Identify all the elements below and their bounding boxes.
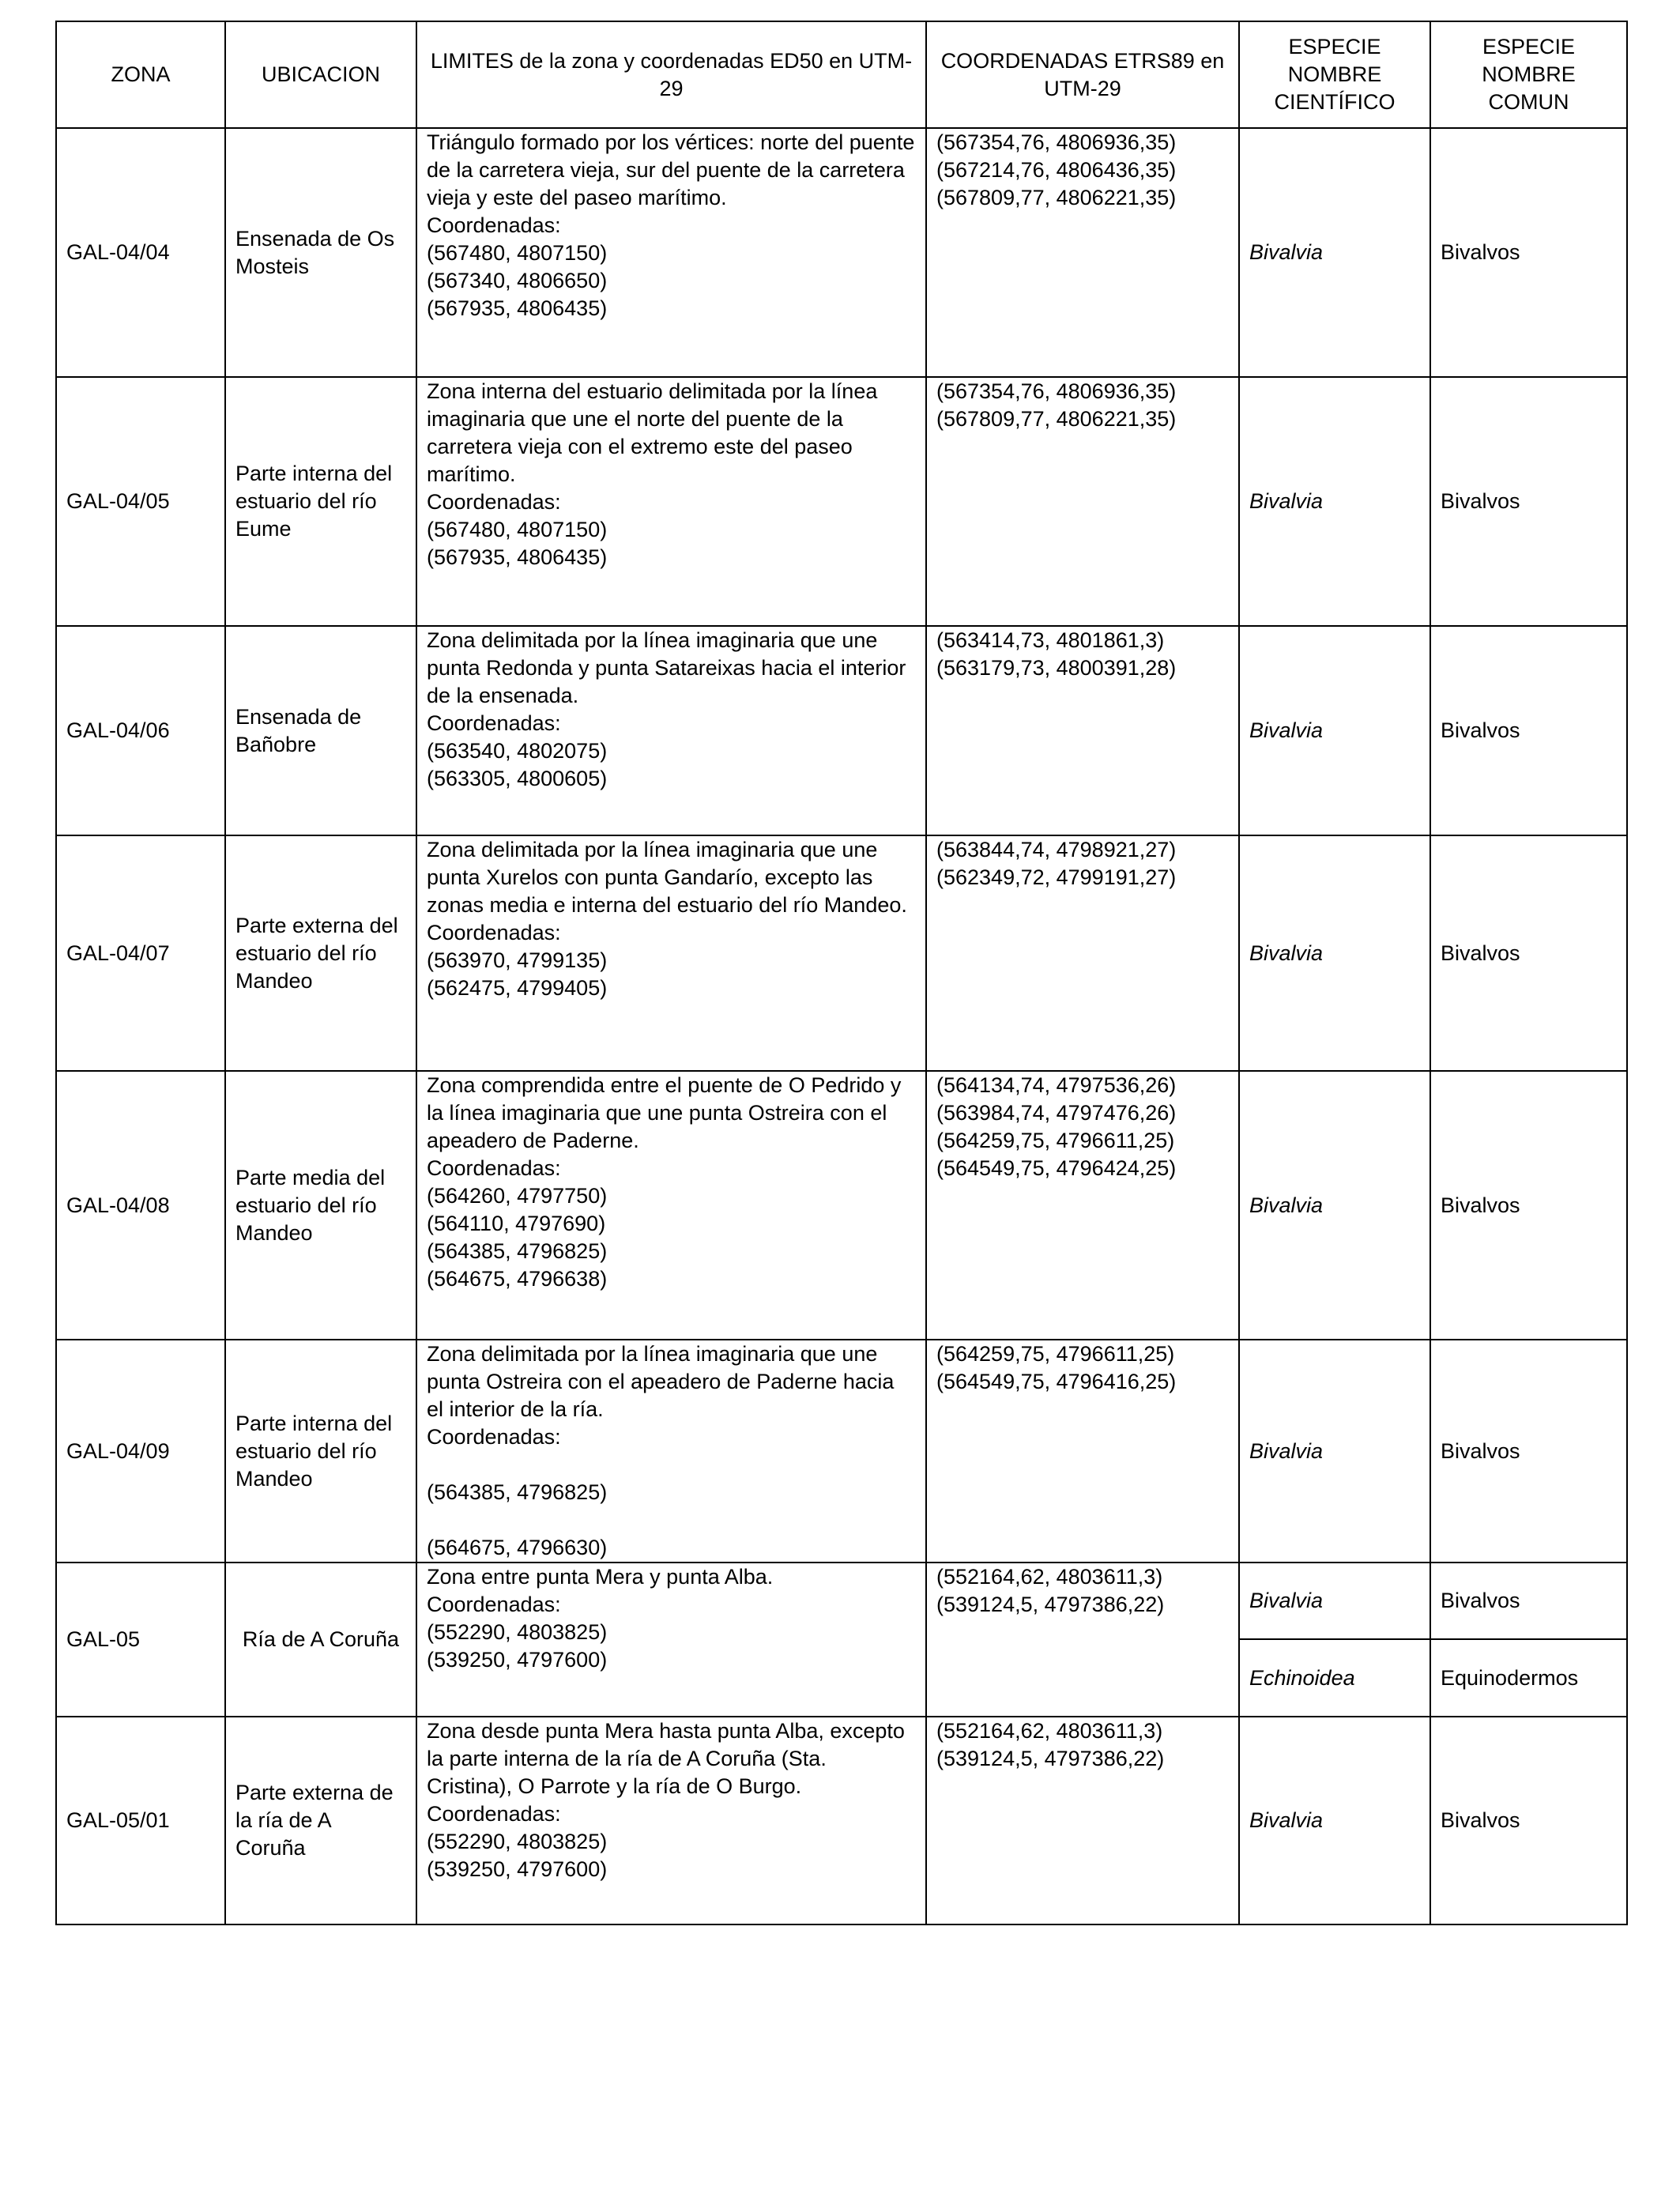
limites-cell: Zona entre punta Mera y punta Alba. Coordenadas: (552290, 4803825) (539250, 4797600)	[416, 1563, 926, 1717]
zones-table	[55, 21, 1628, 1925]
header-row	[56, 21, 1627, 128]
especie-cientifico-cell: Bivalvia	[1239, 1717, 1430, 1924]
limites-cell: Zona delimitada por la línea imaginaria que une punta Ostreira con el apeadero de Paderne hacia el interior de la ría. Coordenadas: (564385, 4796825) (564675, 4796630)	[416, 1340, 926, 1563]
ubicacion-cell: Parte media del estuario del río Mandeo	[225, 1071, 416, 1340]
etrs-cell: (564259,75, 4796611,25) (564549,75, 4796416,25)	[926, 1340, 1239, 1563]
header-ubicacion: UBICACION	[225, 21, 416, 128]
etrs-cell: (567354,76, 4806936,35) (567214,76, 4806436,35) (567809,77, 4806221,35)	[926, 128, 1239, 377]
table-row	[56, 1071, 1627, 1340]
especie-cientifico-cell: Echinoidea	[1239, 1639, 1430, 1717]
table-row	[56, 128, 1627, 377]
table-row	[56, 1563, 1627, 1639]
especie-comun-cell: Bivalvos	[1430, 1340, 1627, 1563]
ubicacion-cell: Parte interna del estuario del río Eume	[225, 377, 416, 626]
especie-cientifico-cell: Bivalvia	[1239, 1071, 1430, 1340]
header-zona: ZONA	[56, 21, 225, 128]
table-row	[56, 626, 1627, 835]
limites-cell: Zona delimitada por la línea imaginaria que une punta Redonda y punta Satareixas hacia el interior de la ensenada. Coordenadas: (563540, 4802075) (563305, 4800605)	[416, 626, 926, 835]
zona-cell: GAL-04/04	[56, 128, 225, 377]
ubicacion-cell: Parte externa del estuario del río Mandeo	[225, 835, 416, 1071]
table-row	[56, 1717, 1627, 1924]
especie-comun-cell: Bivalvos	[1430, 1071, 1627, 1340]
table-row	[56, 377, 1627, 626]
especie-cientifico-cell: Bivalvia	[1239, 626, 1430, 835]
ubicacion-cell: Parte interna del estuario del río Mandeo	[225, 1340, 416, 1563]
especie-cientifico-cell: Bivalvia	[1239, 377, 1430, 626]
ubicacion-cell: Ría de A Coruña	[225, 1563, 416, 1717]
limites-cell: Zona delimitada por la línea imaginaria que une punta Xurelos con punta Gandarío, excepto las zonas media e interna del estuario del río Mandeo. Coordenadas: (563970, 4799135) (562475, 4799405)	[416, 835, 926, 1071]
zona-cell: GAL-04/07	[56, 835, 225, 1071]
header-cientifico: ESPECIE NOMBRE CIENTÍFICO	[1239, 21, 1430, 128]
especie-cientifico-cell: Bivalvia	[1239, 1340, 1430, 1563]
especie-cientifico-cell: Bivalvia	[1239, 128, 1430, 377]
zona-cell: GAL-05/01	[56, 1717, 225, 1924]
especie-cientifico-cell: Bivalvia	[1239, 1563, 1430, 1639]
especie-cientifico-cell: Bivalvia	[1239, 835, 1430, 1071]
zona-cell: GAL-04/08	[56, 1071, 225, 1340]
especie-comun-cell: Bivalvos	[1430, 128, 1627, 377]
especie-comun-cell: Bivalvos	[1430, 626, 1627, 835]
limites-cell: Zona interna del estuario delimitada por la línea imaginaria que une el norte del puente de la carretera vieja con el extremo este del paseo marítimo. Coordenadas: (567480, 4807150) (567935, 4806435)	[416, 377, 926, 626]
zona-cell: GAL-05	[56, 1563, 225, 1717]
zona-cell: GAL-04/06	[56, 626, 225, 835]
table-row	[56, 1340, 1627, 1563]
header-limites: LIMITES de la zona y coordenadas ED50 en UTM-29	[416, 21, 926, 128]
limites-cell: Zona desde punta Mera hasta punta Alba, excepto la parte interna de la ría de A Coruña (Sta. Cristina), O Parrote y la ría de O Burgo. Coordenadas: (552290, 4803825) (539250, 4797600)	[416, 1717, 926, 1924]
especie-comun-cell: Equinodermos	[1430, 1639, 1627, 1717]
especie-comun-cell: Bivalvos	[1430, 1717, 1627, 1924]
limites-cell: Zona comprendida entre el puente de O Pedrido y la línea imaginaria que une punta Ostreira con el apeadero de Paderne. Coordenadas: (564260, 4797750) (564110, 4797690) (564385, 4796825) (564675, 4796638)	[416, 1071, 926, 1340]
etrs-cell: (552164,62, 4803611,3) (539124,5, 4797386,22)	[926, 1563, 1239, 1717]
etrs-cell: (552164,62, 4803611,3) (539124,5, 4797386,22)	[926, 1717, 1239, 1924]
etrs-cell: (563414,73, 4801861,3) (563179,73, 4800391,28)	[926, 626, 1239, 835]
especie-comun-cell: Bivalvos	[1430, 377, 1627, 626]
zona-cell: GAL-04/05	[56, 377, 225, 626]
ubicacion-cell: Parte externa de la ría de A Coruña	[225, 1717, 416, 1924]
especie-comun-cell: Bivalvos	[1430, 835, 1627, 1071]
limites-cell: Triángulo formado por los vértices: norte del puente de la carretera vieja, sur del puente de la carretera vieja y este del paseo marítimo. Coordenadas: (567480, 4807150) (567340, 4806650) (567935, 4806435)	[416, 128, 926, 377]
etrs-cell: (567354,76, 4806936,35) (567809,77, 4806221,35)	[926, 377, 1239, 626]
zona-cell: GAL-04/09	[56, 1340, 225, 1563]
header-comun: ESPECIE NOMBRE COMUN	[1430, 21, 1627, 128]
ubicacion-cell: Ensenada de Bañobre	[225, 626, 416, 835]
header-etrs: COORDENADAS ETRS89 en UTM-29	[926, 21, 1239, 128]
ubicacion-cell: Ensenada de Os Mosteis	[225, 128, 416, 377]
etrs-cell: (564134,74, 4797536,26) (563984,74, 4797476,26) (564259,75, 4796611,25) (564549,75, 4796424,25)	[926, 1071, 1239, 1340]
table-row	[56, 835, 1627, 1071]
especie-comun-cell: Bivalvos	[1430, 1563, 1627, 1639]
etrs-cell: (563844,74, 4798921,27) (562349,72, 4799191,27)	[926, 835, 1239, 1071]
